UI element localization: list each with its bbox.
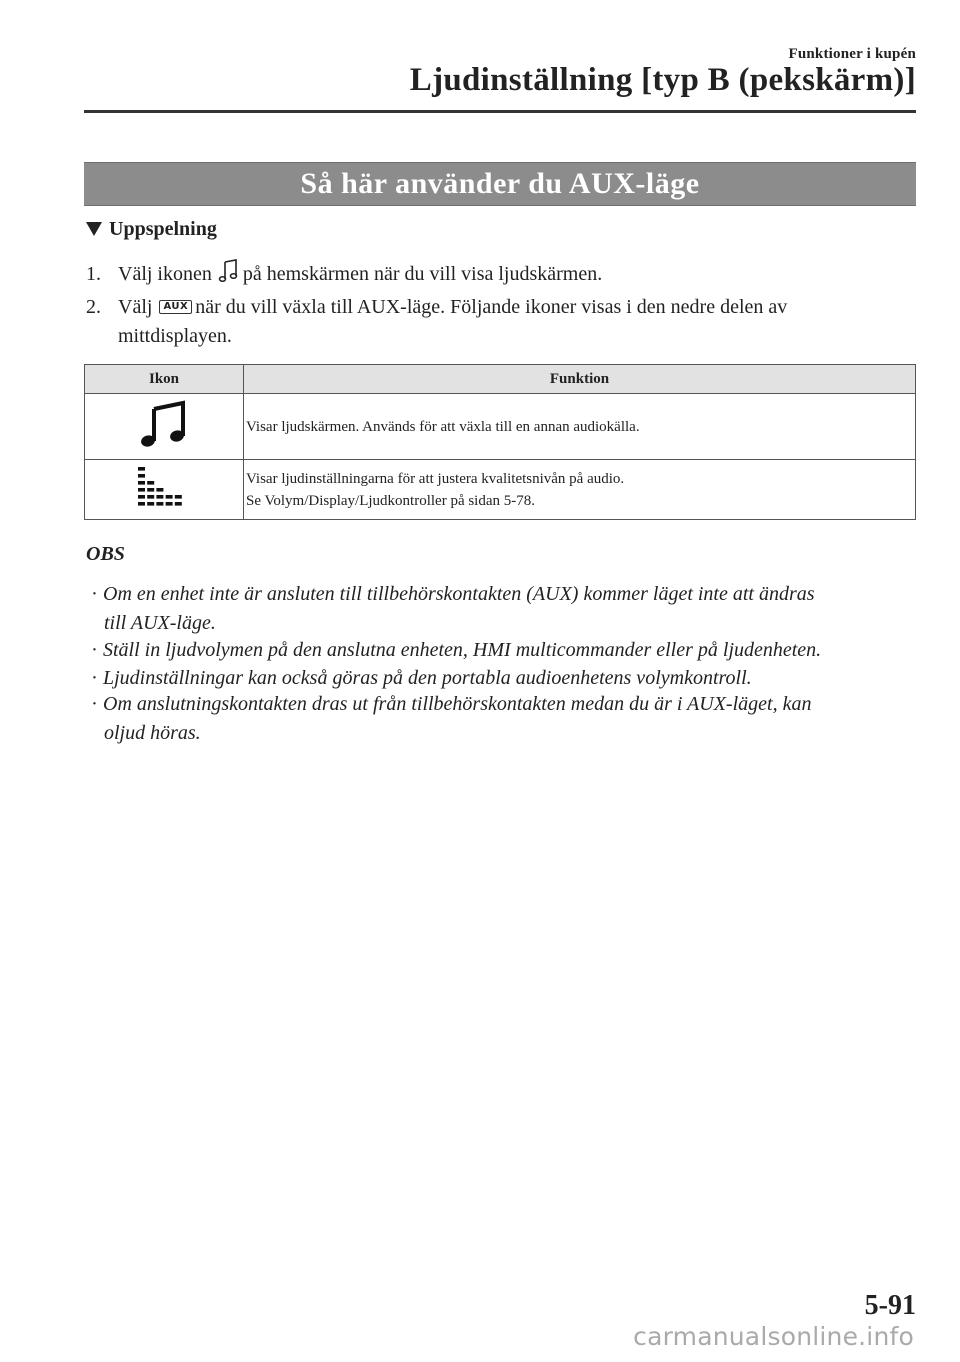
page-number: 5-91	[864, 1290, 916, 1321]
step-1	[86, 259, 602, 292]
header-rule	[84, 110, 916, 113]
bullet-dot: ·	[91, 693, 98, 715]
subheading-text: Uppspelning	[109, 218, 217, 240]
note-item	[86, 664, 916, 693]
table-cell-icon	[85, 460, 244, 520]
aux-badge-icon: AUX	[159, 300, 192, 314]
column-header: Funktion	[244, 365, 916, 394]
table-row	[85, 394, 916, 460]
note-text: Om en enhet inte är ansluten till tillbehörskontakten (AUX) kommer läget inte att ändras	[103, 583, 815, 605]
music-note-icon	[218, 259, 240, 292]
chapter-title: Funktioner i kupén	[788, 46, 916, 62]
equalizer-icon	[134, 465, 194, 509]
bullet-dot: ·	[91, 583, 98, 605]
table-row	[85, 460, 916, 520]
function-text: Se Volym/Display/Ljudkontroller på sidan 5-78.	[246, 492, 536, 509]
table-cell-function	[244, 394, 916, 460]
music-note-icon	[139, 399, 189, 449]
table-cell-function	[244, 460, 916, 520]
note-text-continued: oljud höras.	[104, 722, 201, 744]
note-item	[86, 580, 916, 638]
triangle-bullet-icon	[86, 222, 102, 236]
step-text: på hemskärmen när du vill visa ljudskärmen.	[242, 263, 603, 285]
note-text: Om anslutningskontakten dras ut från tillbehörskontakten medan du är i AUX-läget, kan	[103, 693, 812, 715]
note-text-continued: till AUX-läge.	[104, 612, 216, 634]
step-number: 2.	[86, 296, 101, 318]
section-title: Ljudinställning [typ B (pekskärm)]	[409, 62, 916, 98]
function-text: Visar ljudskärmen. Används för att växla till en annan audiokälla.	[246, 418, 640, 435]
bullet-dot: ·	[91, 667, 98, 689]
step-text: Välj ikonen	[118, 263, 212, 285]
note-text: Ställ in ljudvolymen på den anslutna enheten, HMI multicommander eller på ljudenheten.	[103, 639, 822, 661]
step-2	[86, 293, 787, 351]
step-text: Välj	[118, 296, 153, 318]
topic-banner: Så här använder du AUX-läge	[84, 162, 916, 206]
table-cell-icon	[85, 394, 244, 460]
column-header: Ikon	[85, 365, 244, 394]
step-text-continued: mittdisplayen.	[118, 325, 232, 347]
note-text: Ljudinställningar kan också göras på den portabla audioenhetens volymkontroll.	[103, 667, 752, 689]
icon-function-table	[84, 364, 916, 520]
step-number: 1.	[86, 263, 101, 285]
step-text: när du vill växla till AUX-läge. Följande ikoner visas i den nedre delen av	[195, 296, 788, 318]
note-heading: OBS	[86, 543, 125, 565]
table-header-row	[85, 365, 916, 394]
note-item	[86, 690, 916, 748]
watermark: carmanualsonline.info	[633, 1322, 914, 1351]
note-item	[86, 636, 916, 665]
bullet-dot: ·	[91, 639, 98, 661]
subheading	[86, 218, 217, 241]
function-text: Visar ljudinställningarna för att justera kvalitetsnivån på audio.	[246, 470, 625, 487]
